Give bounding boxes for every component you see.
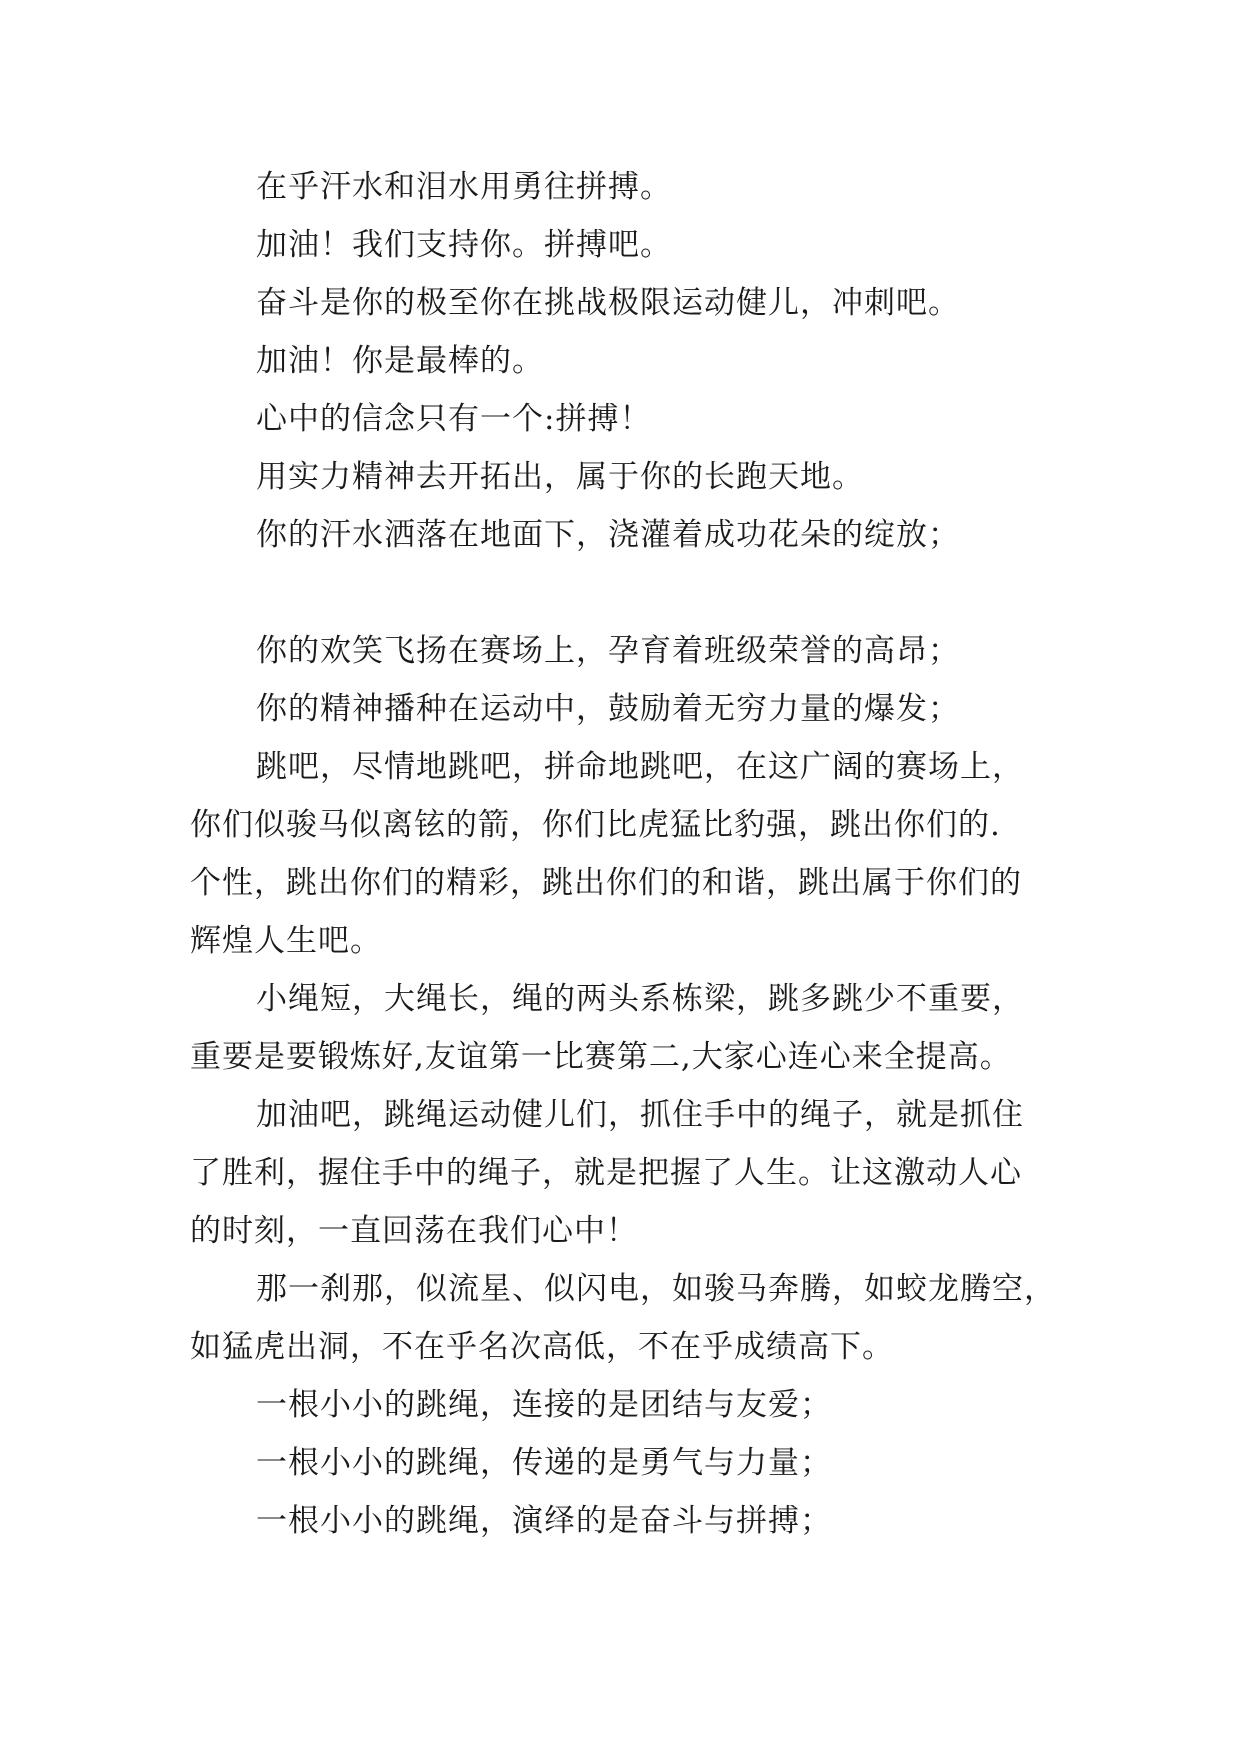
text-line: 一根小小的跳绳，演绎的是奋斗与拼搏； — [256, 1503, 832, 1539]
text-line: 如猛虎出洞，不在乎名次高低，不在乎成绩高下。 — [190, 1329, 894, 1365]
text-line: 你的欢笑飞扬在赛场上，孕育着班级荣誉的高昂； — [256, 633, 960, 669]
text-line: 你们似骏马似离铉的箭，你们比虎猛比豹强，跳出你们的. — [190, 807, 1001, 843]
text-line: 的时刻，一直回荡在我们心中！ — [190, 1213, 638, 1249]
text-line: 跳吧，尽情地跳吧，拼命地跳吧，在这广阔的赛场上， — [256, 749, 1024, 785]
text-line: 个性，跳出你们的精彩，跳出你们的和谐，跳出属于你们的 — [190, 865, 1022, 901]
text-line: 那一刹那，似流星、似闪电，如骏马奔腾，如蛟龙腾空， — [256, 1271, 1056, 1307]
text-line: 在乎汗水和泪水用勇往拼搏。 — [256, 169, 672, 205]
text-line: 用实力精神去开拓出，属于你的长跑天地。 — [256, 459, 864, 495]
text-line: 一根小小的跳绳，连接的是团结与友爱； — [256, 1387, 832, 1423]
text-line: 加油！我们支持你。拼搏吧。 — [256, 227, 672, 263]
text-line: 你的精神播种在运动中，鼓励着无穷力量的爆发； — [256, 691, 960, 727]
text-line: 心中的信念只有一个:拼搏！ — [256, 401, 652, 437]
text-section — [190, 622, 1070, 1550]
text-line: 加油！你是最棒的。 — [256, 343, 544, 379]
text-line: 一根小小的跳绳，传递的是勇气与力量； — [256, 1445, 832, 1481]
text-line: 了胜利，握住手中的绳子，就是把握了人生。让这激动人心 — [190, 1155, 1022, 1191]
text-line: 小绳短，大绳长，绳的两头系栋梁，跳多跳少不重要， — [256, 981, 1024, 1017]
text-line: 奋斗是你的极至你在挑战极限运动健儿，冲刺吧。 — [256, 285, 960, 321]
text-line: 加油吧，跳绳运动健儿们，抓住手中的绳子，就是抓住 — [256, 1097, 1024, 1133]
text-line: 辉煌人生吧。 — [190, 923, 382, 959]
document-body — [190, 158, 1070, 1550]
text-line: 重要是要锻炼好,友谊第一比赛第二,大家心连心来全提高。 — [190, 1039, 1012, 1075]
text-line: 你的汗水洒落在地面下，浇灌着成功花朵的绽放； — [256, 517, 960, 553]
paragraph-gap — [190, 564, 1070, 622]
